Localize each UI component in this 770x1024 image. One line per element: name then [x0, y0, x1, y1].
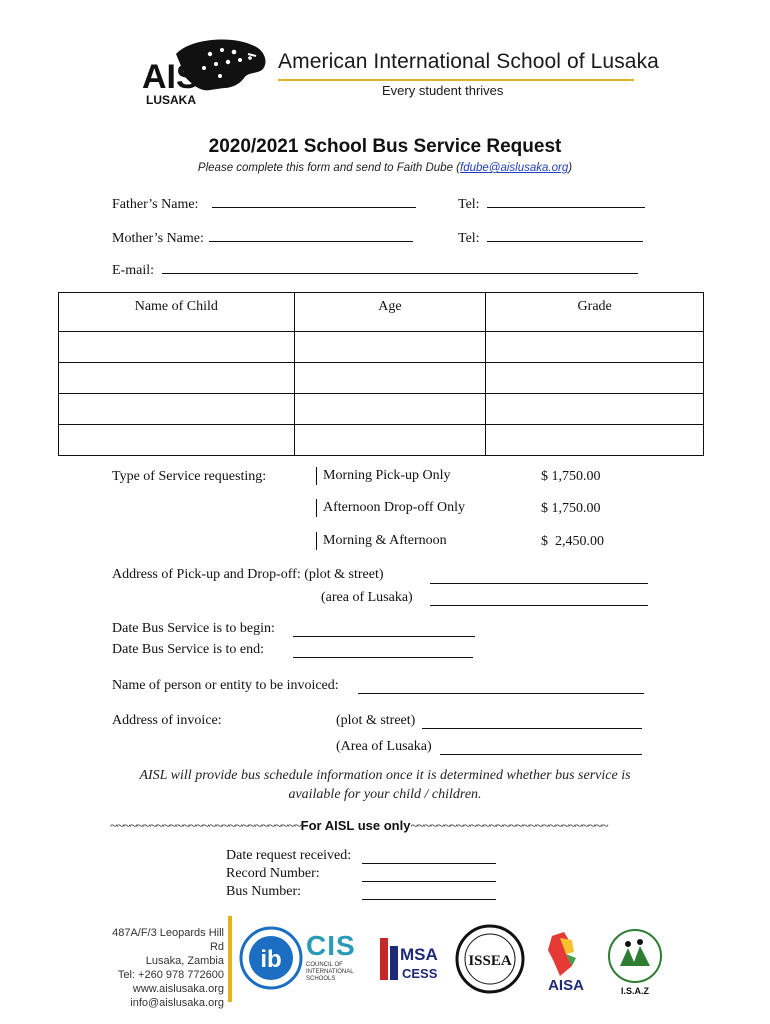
invoice-street-field[interactable] [422, 714, 642, 729]
tagline: Every student thrives [382, 83, 504, 98]
invoice-name-field[interactable] [358, 679, 644, 694]
end-date-label: Date Bus Service is to end: [112, 642, 265, 657]
email-label: E-mail: [112, 263, 154, 278]
isaz-logo [604, 918, 666, 1000]
checkbox-both[interactable] [316, 532, 317, 550]
header-divider [278, 79, 634, 81]
children-table [58, 292, 704, 456]
pickup-street-field[interactable] [430, 569, 648, 584]
footer-divider [228, 916, 232, 1002]
child-grade-cell[interactable] [486, 425, 704, 456]
child-grade-cell[interactable] [486, 394, 704, 425]
cis-text: CIS [306, 930, 356, 961]
record-number-field[interactable] [362, 867, 496, 882]
issea-logo [455, 918, 525, 1000]
option-label: Morning & Afternoon [323, 533, 447, 549]
price-morning: $ 1,750.00 [541, 469, 601, 484]
checkbox-morning[interactable] [316, 467, 317, 485]
begin-date-label: Date Bus Service is to begin: [112, 621, 275, 636]
address-line: 487A/F/3 Leopards Hill Rd [112, 927, 224, 953]
pickup-area-field[interactable] [430, 591, 648, 606]
begin-date-field[interactable] [293, 622, 475, 637]
child-age-cell[interactable] [294, 363, 486, 394]
child-name-cell[interactable] [59, 363, 295, 394]
service-option-both[interactable] [316, 532, 447, 550]
checkbox-afternoon[interactable] [316, 499, 317, 517]
cess-text: CESS [402, 966, 438, 981]
ais-logo [140, 34, 270, 110]
father-name-label: Father’s Name: [112, 197, 199, 212]
tilde-left: ~~~~~~~~~~~~~~~~~~~~~~~~~~~~~ [110, 819, 301, 834]
option-label: Afternoon Drop-off Only [323, 500, 466, 516]
disclaimer-line-1: AISL will provide bus schedule information once it is determined whether bus service is [139, 768, 631, 783]
invoice-name-label: Name of person or entity to be invoiced: [112, 678, 339, 693]
child-age-cell[interactable] [294, 425, 486, 456]
cis-logo [306, 918, 376, 1000]
instruction-suffix: ) [568, 162, 573, 174]
address-line: info@aislusaka.org [130, 997, 224, 1009]
table-header-row [59, 293, 704, 332]
aisa-logo [530, 918, 600, 1000]
disclaimer [0, 766, 770, 804]
bus-number-field[interactable] [362, 885, 496, 900]
disclaimer-line-2: available for your child / children. [288, 787, 482, 802]
received-date-field[interactable] [362, 849, 496, 864]
child-name-cell[interactable] [59, 425, 295, 456]
isaz-text: I.S.A.Z [620, 986, 650, 996]
father-name-field[interactable] [212, 193, 416, 208]
ib-logo [238, 918, 304, 1000]
logo-ais-text: AIS [142, 58, 199, 96]
child-name-cell[interactable] [59, 332, 295, 363]
office-use-divider [110, 818, 608, 835]
msa-text: MSA [400, 945, 438, 964]
child-grade-cell[interactable] [486, 332, 704, 363]
tilde-right: ~~~~~~~~~~~~~~~~~~~~~~~~~~~~~~ [410, 819, 608, 834]
service-option-morning[interactable] [316, 467, 451, 485]
father-row [112, 193, 416, 213]
address-line: Lusaka, Zambia [145, 955, 224, 967]
table-row [59, 394, 704, 425]
invoice-area-field[interactable] [440, 740, 642, 755]
address-line: www.aislusaka.org [132, 983, 224, 995]
school-name: American International School of Lusaka [278, 50, 659, 73]
address-line: Tel: +260 978 772600 [117, 969, 224, 981]
father-tel-row [458, 193, 645, 213]
invoice-area-label: (Area of Lusaka) [336, 739, 432, 754]
father-tel-field[interactable] [487, 193, 645, 208]
table-row [59, 363, 704, 394]
mother-name-field[interactable] [209, 227, 413, 242]
option-label: Morning Pick-up Only [323, 468, 451, 484]
pickup-address-label: Address of Pick-up and Drop-off: (plot & street) [112, 567, 384, 582]
ib-text: ib [260, 946, 282, 973]
bus-number-label: Bus Number: [226, 884, 302, 899]
pickup-area-label: (area of Lusaka) [321, 590, 413, 605]
aisa-text: AISA [548, 977, 584, 994]
email-row [112, 259, 638, 279]
footer-address [100, 926, 224, 1010]
service-type-label: Type of Service requesting: [112, 469, 267, 484]
table-row [59, 425, 704, 456]
price-afternoon: $ 1,750.00 [541, 501, 601, 516]
office-use-title: For AISL use only [300, 818, 411, 833]
header-name-of-child: Name of Child [59, 293, 295, 332]
mother-name-label: Mother’s Name: [112, 231, 204, 246]
mother-tel-label: Tel: [458, 231, 480, 246]
email-field[interactable] [162, 259, 638, 274]
mother-tel-row [458, 227, 643, 247]
cis-subtext: COUNCIL OF INTERNATIONAL SCHOOLS [306, 962, 354, 982]
email-link[interactable]: fdube@aislusaka.org [460, 162, 569, 174]
msa-cess-logo [378, 918, 452, 1000]
child-grade-cell[interactable] [486, 363, 704, 394]
issea-text: ISSEA [468, 953, 512, 969]
table-row [59, 332, 704, 363]
received-date-label: Date request received: [226, 848, 352, 863]
header-age: Age [294, 293, 486, 332]
mother-tel-field[interactable] [487, 227, 643, 242]
end-date-field[interactable] [293, 643, 473, 658]
invoice-plot-label: (plot & street) [336, 713, 416, 728]
form-title: 2020/2021 School Bus Service Request [208, 136, 562, 157]
header-grade: Grade [486, 293, 704, 332]
child-age-cell[interactable] [294, 332, 486, 363]
instruction-text [0, 162, 770, 174]
service-option-afternoon[interactable] [316, 499, 465, 517]
mother-row [112, 227, 413, 247]
logo-lusaka-text: LUSAKA [146, 93, 196, 107]
child-name-cell[interactable] [59, 394, 295, 425]
child-age-cell[interactable] [294, 394, 486, 425]
father-tel-label: Tel: [458, 197, 480, 212]
invoice-address-label: Address of invoice: [112, 713, 222, 728]
record-number-label: Record Number: [226, 866, 320, 881]
instruction-prefix: Please complete this form and send to Faith Dube ( [197, 162, 461, 174]
price-both: $ 2,450.00 [541, 534, 604, 549]
